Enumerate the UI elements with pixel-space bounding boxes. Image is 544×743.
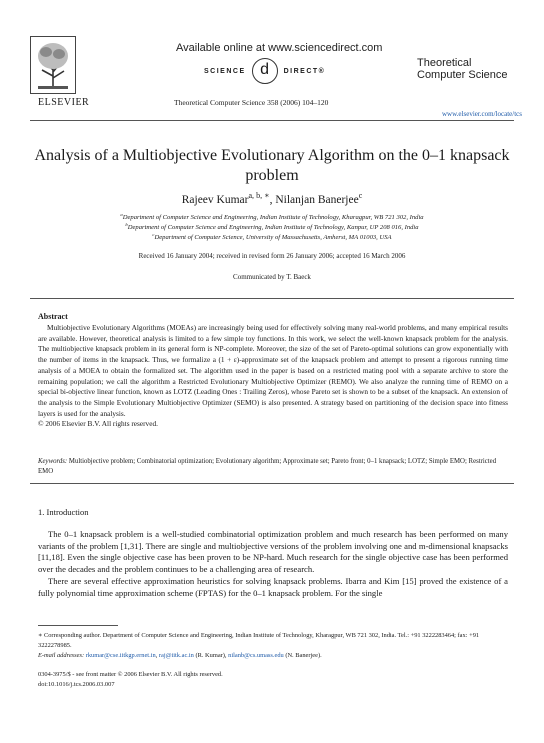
available-online-link[interactable]: Available online at www.sciencedirect.com <box>176 42 383 54</box>
section-heading: 1. Introduction <box>38 507 89 517</box>
journal-title-line2: Computer Science <box>417 69 508 81</box>
header-divider <box>30 120 514 121</box>
email-addresses <box>38 651 508 661</box>
communicated-by: Communicated by T. Baeck <box>233 273 311 281</box>
affiliation-mark: a <box>120 211 123 217</box>
sciencedirect-at-icon: d <box>252 58 278 84</box>
footnote-divider <box>38 625 118 626</box>
author-list <box>30 191 514 206</box>
abstract-text: Multiobjective Evolutionary Algorithms (MOEAs) are increasingly being used for effectively solving many real-world problems, and many empirical results are available. However, theoretical analysis is limited to a few simple toy functions. In this work, we select the well-known knapsack problem for the analysis. The multiobjective knapsack problem in its general form is NP-complete. Moreover, the size of the set of Pareto-optimal solutions can grow exponentially with the number of items in the knapsack. Thus, we formalize a (1 + ε)-approximate set of the knapsack problem and attempt to present a rigorous running time analysis of a MOEA to obtain the formalized set. The algorithm used in the paper is based on a restricted mating pool with a separate archive to store the remaining population; we call the algorithm a Restricted Evolutionary Multiobjective Optimizer (REMO). We also analyze the running time of REMO on a special bi-objective linear function, known as LOTZ (Leading Ones : Trailing Zeros), whose Pareto set is shown to be a subset of the knapsack. An extension of the analysis to the Simple Evolutionary Multiobjective Optimizer (SEMO) is also presented. A strategy based on partitioning of the decision space into fitness layers is used for the analysis. <box>38 323 508 418</box>
keywords <box>38 457 508 477</box>
sciencedirect-logo[interactable] <box>204 58 325 84</box>
email-separator: , <box>155 652 159 659</box>
affiliation <box>30 211 514 221</box>
journal-title <box>417 57 508 81</box>
affiliation-text: Department of Computer Science and Engineering, Indian Institute of Technology, Kharagpur, WB 721 302, India <box>122 214 424 221</box>
affiliation-mark: b <box>125 221 128 227</box>
keywords-list: Multiobjective problem; Combinatorial optimization; Evolutionary algorithm; Approximate set; Pareto front; 0–1 knapsack; LOTZ; Simple EMO; Restricted EMO <box>38 458 497 475</box>
email-link[interactable]: nilanb@cs.umass.edu <box>228 652 284 659</box>
abstract-heading: Abstract <box>38 312 68 321</box>
affiliation-text: Department of Computer Science and Engineering, Indian Institute of Technology, Kanpur, UP 208 016, India <box>127 224 419 231</box>
journal-citation: Theoretical Computer Science 358 (2006) 104–120 <box>174 98 329 107</box>
section-body <box>38 529 508 599</box>
affiliation-mark: c <box>152 231 155 237</box>
keywords-label: Keywords: <box>38 458 68 465</box>
footnotes <box>38 631 508 661</box>
email-link[interactable]: rkumar@cse.iitkgp.ernet.in <box>85 652 156 659</box>
affiliation <box>30 221 514 231</box>
email-link[interactable]: raj@iitk.ac.in <box>158 652 194 659</box>
journal-url-link[interactable]: www.elsevier.com/locate/tcs <box>441 110 522 118</box>
paper-title: Analysis of a Multiobjective Evolutionary Algorithm on the 0–1 knapsack problem <box>34 147 510 184</box>
author-name: Rajeev Kumar <box>181 194 249 206</box>
abstract-bottom-divider <box>30 483 514 484</box>
corresponding-author-note: ∗ Corresponding author. Department of Computer Science and Engineering, Indian Institute of Technology, Kharagpur, WB 721 302, India. Tel.: +91 3222283464; fax: +91 3222278985. <box>38 632 480 649</box>
email-label: E-mail addresses: <box>38 652 85 659</box>
front-matter-line: 0304-3975/$ - see front matter © 2006 Elsevier B.V. All rights reserved. <box>38 671 223 678</box>
paragraph: There are several effective approximation heuristics for solving knapsack problems. Ibarra and Kim [15] proved the existence of a fully polynomial time approximation scheme (FPTAS) for the 0–1 knapsack problem. For the single <box>38 575 508 598</box>
journal-title-line1: Theoretical <box>417 57 472 69</box>
affiliation <box>30 231 514 241</box>
elsevier-tree-logo <box>30 36 76 94</box>
abstract-body <box>38 323 508 430</box>
author-marks: a, b, ∗ <box>248 191 270 201</box>
author-marks: c <box>358 191 363 201</box>
sciencedirect-right: DIRECT® <box>283 67 326 75</box>
sciencedirect-left: SCIENCE <box>204 67 246 75</box>
front-matter <box>38 670 223 690</box>
affiliation-text: Department of Computer Science, University of Massachusetts, Amherst, MA 01003, USA <box>154 234 392 241</box>
abstract-copyright: © 2006 Elsevier B.V. All rights reserved. <box>38 419 158 429</box>
publisher-name: ELSEVIER <box>38 97 90 108</box>
author-separator: , <box>269 194 276 206</box>
email-owner: (R. Kumar), <box>193 652 229 659</box>
author-name: Nilanjan Banerjee <box>275 194 359 206</box>
paragraph: The 0–1 knapsack problem is a well-studied combinatorial optimization problem and much research has been performed on many variants of the problem [1,31]. There are single and multiobjective versions of the problem involving one and m-dimensional knapsacks [11,18]. Even the single objective case has been proven to be NP-hard. Much research for the single objective case has been performed over the decades and the problem continues to be a challenging area of research. <box>38 529 508 575</box>
abstract-top-divider <box>30 298 514 299</box>
doi[interactable]: doi:10.1016/j.tcs.2006.03.007 <box>38 681 115 688</box>
article-dates: Received 16 January 2004; received in revised form 26 January 2006; accepted 16 March 2006 <box>138 252 406 260</box>
email-owner: (N. Banerjee). <box>283 652 322 659</box>
